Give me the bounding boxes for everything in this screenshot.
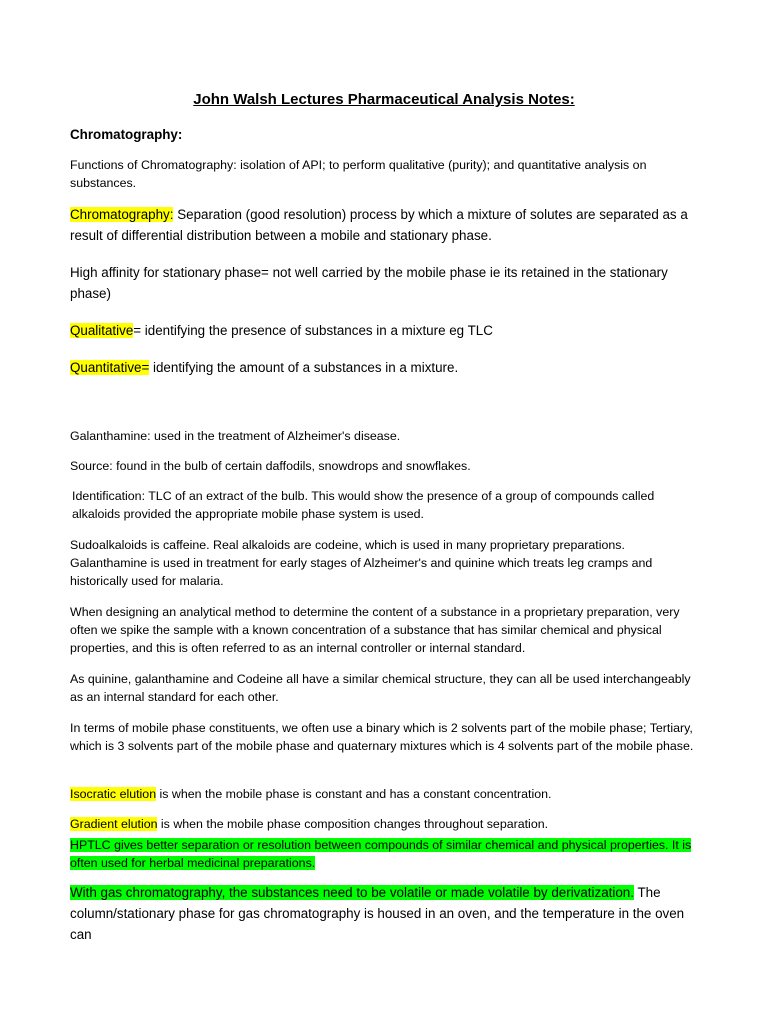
gas-highlight: With gas chromatography, the substances need to be volatile or made volatile by derivatization.: [70, 885, 634, 900]
designing-paragraph: When designing an analytical method to determine the content of a substance in a proprietary preparation, very often we spike the sample with a known concentration of a substance that has similar chemical and physical properties, and this is often referred to as an internal controller or internal standard.: [70, 605, 680, 655]
qualitative-term: Qualitative: [70, 323, 134, 338]
isocratic-definition: [70, 785, 700, 803]
mobile-phase-paragraph: In terms of mobile phase constituents, we often use a binary which is 2 solvents part of the mobile phase; Tertiary, which is 3 solvents part of the mobile phase and quaternary mixtures which is 4 solvents part of the mobile phase.: [70, 721, 694, 753]
hptlc-highlight: HPTLC gives better separation or resolution between compounds of similar chemical and physical properties. It is often used for herbal medicinal preparations.: [70, 838, 692, 870]
galanthamine-paragraph: Galanthamine: used in the treatment of Alzheimer's disease.: [70, 429, 401, 443]
document-title: John Walsh Lectures Pharmaceutical Analysis Notes:: [193, 91, 575, 108]
chromatography-definition: [70, 204, 700, 246]
quinine-paragraph: As quinine, galanthamine and Codeine all have a similar chemical structure, they can all be used interchangeably as an internal standard for each other.: [70, 672, 691, 704]
qualitative-definition: [70, 320, 700, 341]
gradient-def-text: is when the mobile phase composition changes throughout separation.: [157, 817, 549, 831]
source-paragraph: Source: found in the bulb of certain daffodils, snowdrops and snowflakes.: [70, 459, 471, 473]
quantitative-def-text: identifying the amount of a substances in a mixture.: [149, 360, 459, 375]
isocratic-def-text: is when the mobile phase is constant and has a constant concentration.: [156, 787, 552, 801]
gas-chromatography-paragraph: [70, 882, 700, 945]
section-heading: Chromatography:: [70, 127, 183, 142]
isocratic-term: Isocratic elution: [70, 787, 157, 801]
quantitative-term: Quantitative=: [70, 360, 150, 375]
chromatography-term: Chromatography:: [70, 207, 174, 222]
gas-rest-text: The column/stationary phase for gas chromatography is housed in an oven, and the temperature in the oven can: [70, 885, 685, 942]
chromatography-def-text: Separation (good resolution) process by which a mixture of solutes are separated as a result of differential distribution between a mobile and stationary phase.: [70, 207, 688, 243]
gradient-definition: [70, 815, 700, 833]
alkaloids-paragraph: Sudoalkaloids is caffeine. Real alkaloids are codeine, which is used in many proprietary preparations. Galanthamine is used in treatment for early stages of Alzheimer's and quinine which treats leg cramps and historically used for malaria.: [70, 538, 653, 588]
affinity-paragraph: High affinity for stationary phase= not well carried by the mobile phase ie its retained in the stationary phase): [70, 265, 668, 301]
quantitative-definition: [70, 357, 700, 378]
hptlc-paragraph: [70, 836, 700, 872]
functions-paragraph: Functions of Chromatography: isolation of API; to perform qualitative (purity); and quantitative analysis on substances.: [70, 158, 647, 190]
qualitative-def-text: = identifying the presence of substances in a mixture eg TLC: [133, 323, 493, 338]
gradient-term: Gradient elution: [70, 817, 158, 831]
identification-paragraph: Identification: TLC of an extract of the bulb. This would show the presence of a group of compounds called alkaloids provided the appropriate mobile phase system is used.: [72, 489, 655, 521]
